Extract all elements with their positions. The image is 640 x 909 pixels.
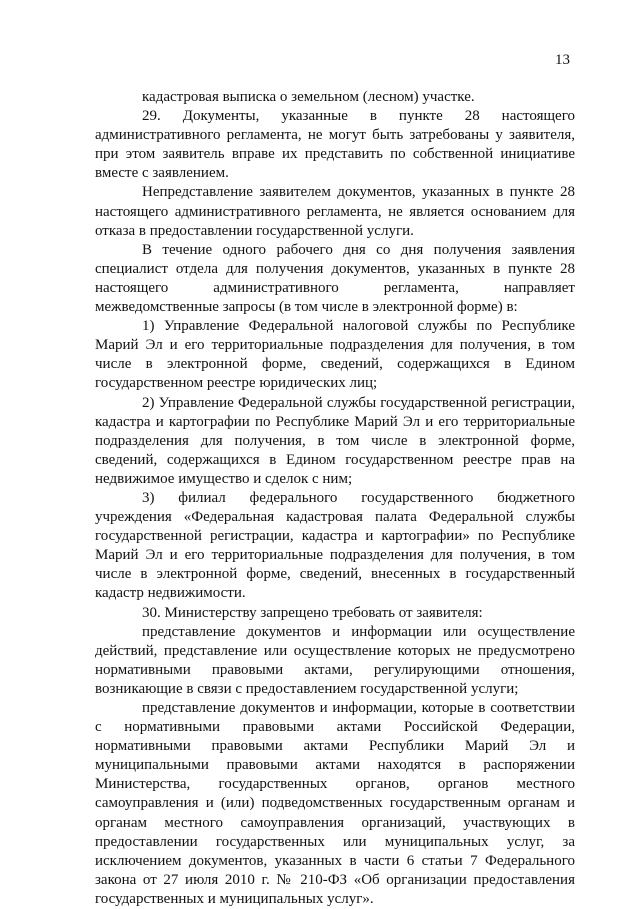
paragraph-prohibited-documents: представление документов и информации или осуществление действий, представление или осуществление которых не предусмотрено нормативными правовыми актами, регулирующими отношения, возникающие в связи с предоставлением государственной услуги; <box>95 623 575 697</box>
list-item-registration-service: 2) Управление Федеральной службы государственной регистрации, кадастра и картографии по Республике Марий Эл и его территориальные подразделения для получения, в том числе в электронной форме, сведений, содержащихся в Едином государственном реестре прав на недвижимое имущество и сделок с ним; <box>95 394 575 487</box>
paragraph-clause-30: 30. Министерству запрещено требовать от заявителя: <box>142 604 483 621</box>
paragraph-clause-29: 29. Документы, указанные в пункте 28 настоящего административного регламента, не могут быть затребованы у заявителя, при этом заявитель вправе их представить по собственной инициативе вместе с заявлением. <box>95 108 575 182</box>
page-number: 13 <box>555 52 570 68</box>
paragraph-cadastral-extract: кадастровая выписка о земельном (лесном) участке. <box>142 89 475 105</box>
paragraph-prohibited-information: представление документов и информации, которые в соответствии с нормативными правовыми актами Российской Федерации, нормативными правовыми актами Республики Марий Эл и муниципальными правовыми актами находятся в распоряжении Министерства, государственных органов, органов местного самоуправления и (или) подведомственных государственным органам и органам местного самоуправления организаций, участвующих в предоставлении государственных или муниципальных услуг, за исключением документов, указанных в части 6 статьи 7 Федерального закона от 27 июля 2010 г. № 210-ФЗ «Об организации предоставления государственных и муниципальных услуг». <box>95 700 575 907</box>
paragraph-non-submission: Непредставление заявителем документов, указанных в пункте 28 настоящего административного регламента, не является основанием для отказа в предоставлении государственной услуги. <box>95 184 575 239</box>
list-item-cadastral-chamber: 3) филиал федерального государственного бюджетного учреждения «Федеральная кадастровая палата Федеральной службы государственной регистрации, кадастра и картографии» по Республике Марий Эл и его территориальные подразделения для получения, в том числе в электронной форме, сведений, внесенных в государственный кадастр недвижимости. <box>95 489 575 602</box>
paragraph-interagency-requests: В течение одного рабочего дня со дня получения заявления специалист отдела для получения документов, указанных в пункте 28 настоящего административного регламента, направляет межведомственные запросы (в том числе в электронной форме) в: <box>95 241 575 316</box>
list-item-tax-service: 1) Управление Федеральной налоговой службы по Республике Марий Эл и его территориальные подразделения для получения, в том числе в электронной форме, сведений, содержащихся в Едином государственном реестре юридических лиц; <box>95 318 575 392</box>
document-body <box>95 88 575 909</box>
